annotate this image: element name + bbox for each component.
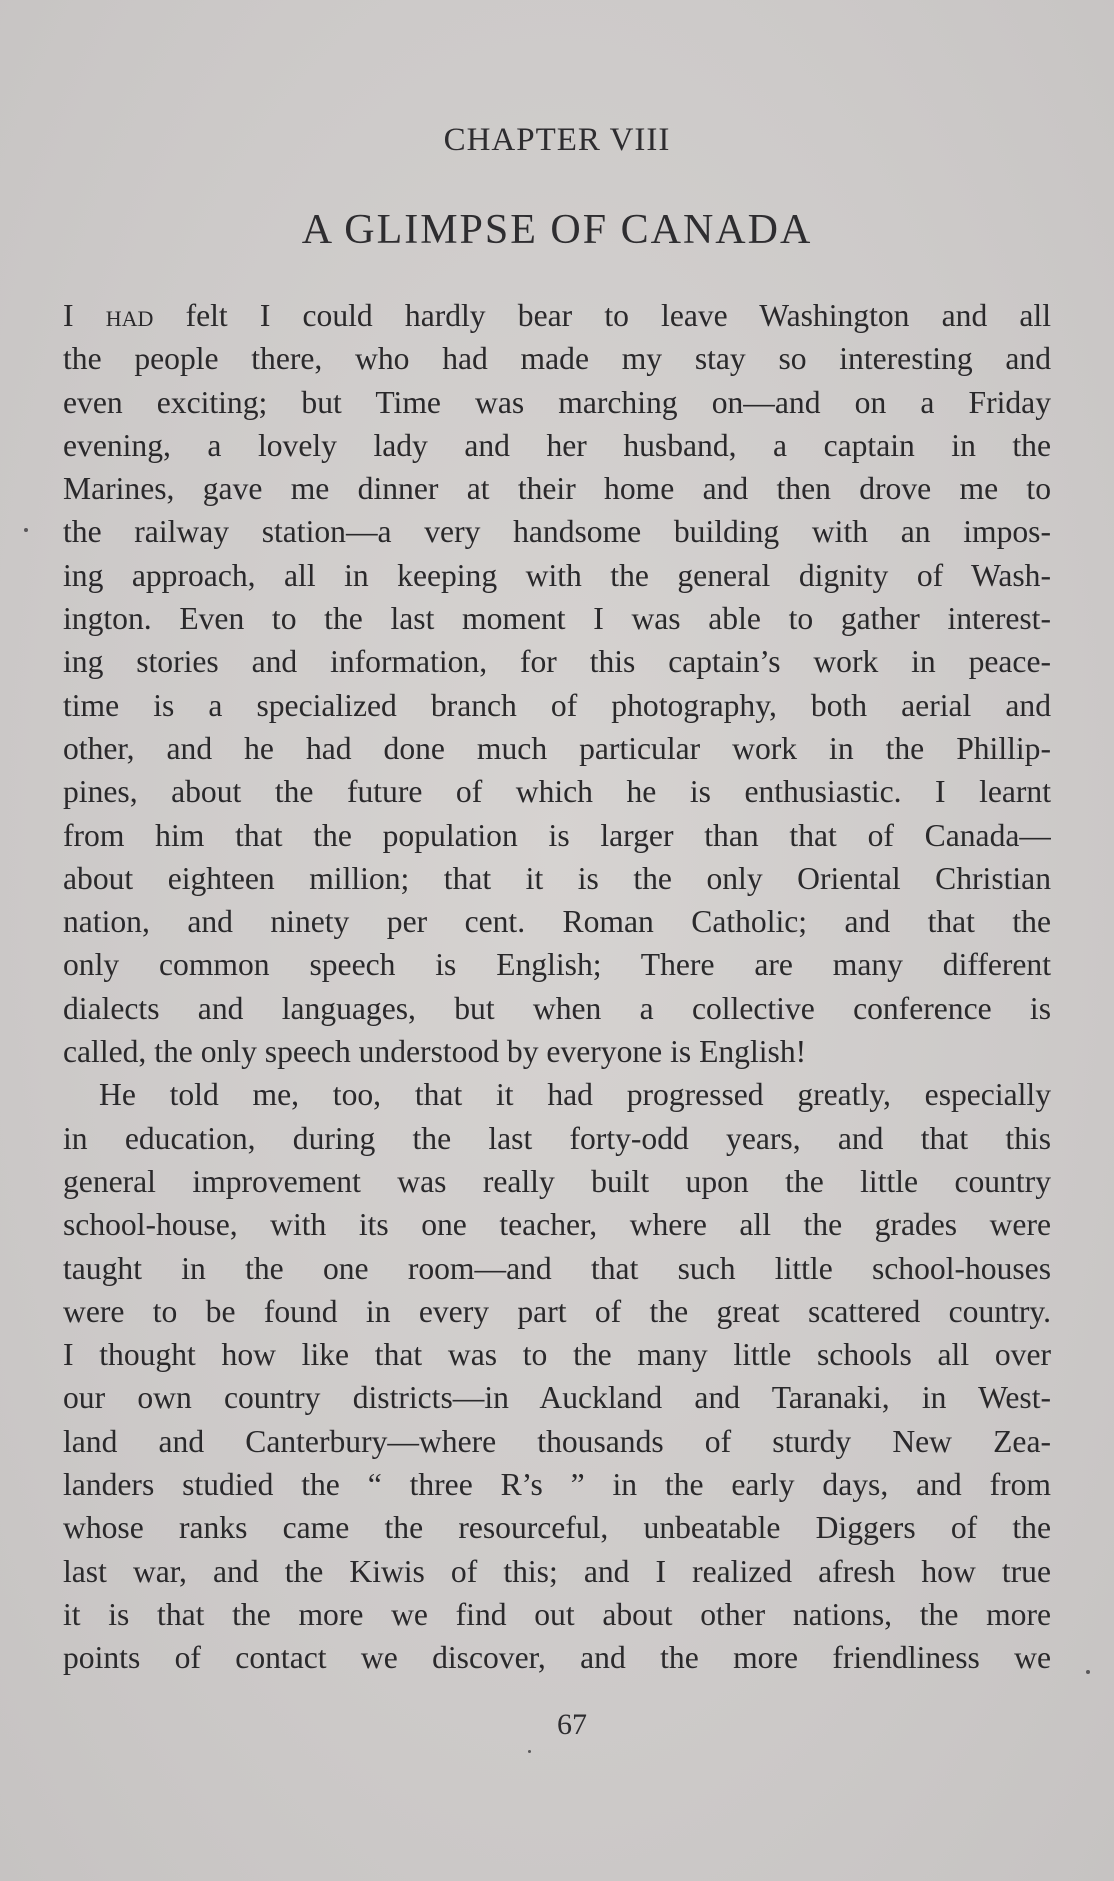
text-line: land and Canterbury—where thousands of sturdy New Zea- (63, 1423, 1051, 1459)
text-line: it is that the more we find out about other nations, the more (63, 1596, 1051, 1632)
text-line: nation, and ninety per cent. Roman Catholic; and that the (63, 904, 1051, 940)
text-line: ing approach, all in keeping with the general dignity of Wash- (63, 557, 1051, 593)
paper-speck (1086, 1670, 1090, 1674)
text-line: I had felt I could hardly bear to leave Washington and all (63, 298, 1051, 333)
text-line: pines, about the future of which he is enthusiastic. I learnt (63, 774, 1051, 810)
body-text (63, 294, 1051, 1680)
text-line: even exciting; but Time was marching on—and on a Friday (63, 384, 1051, 420)
text-line: evening, a lovely lady and her husband, a captain in the (63, 427, 1051, 463)
text-line: the people there, who had made my stay so interesting and (63, 341, 1051, 377)
chapter-title: A GLIMPSE OF CANADA (301, 207, 813, 253)
text-line: He told me, too, that it had progressed greatly, especially (99, 1077, 1051, 1113)
text-line: ing stories and information, for this captain’s work in peace- (63, 644, 1051, 680)
text-line: last war, and the Kiwis of this; and I realized afresh how true (63, 1553, 1051, 1589)
text-line: time is a specialized branch of photography, both aerial and (63, 687, 1051, 723)
text-line: general improvement was really built upon the little country (63, 1163, 1051, 1199)
text-line: whose ranks came the resourceful, unbeatable Diggers of the (63, 1510, 1051, 1546)
text-line: dialects and languages, but when a collective conference is (63, 990, 1051, 1026)
drop-word: I (63, 298, 74, 333)
paper-speck (528, 1750, 531, 1753)
text-line: landers studied the “ three R’s ” in the early days, and from (63, 1467, 1051, 1503)
text-line: in education, during the last forty-odd years, and that this (63, 1120, 1051, 1156)
text-line: school-house, with its one teacher, where all the grades were (63, 1207, 1051, 1243)
text-line: I thought how like that was to the many little schools all over (63, 1337, 1051, 1373)
page-number: 67 (557, 1708, 587, 1741)
text-line: points of contact we discover, and the more friendliness we (63, 1640, 1051, 1676)
small-caps-word: had (105, 298, 154, 333)
text-line: from him that the population is larger than that of Canada— (63, 817, 1051, 853)
text-line: ington. Even to the last moment I was able to gather interest- (63, 601, 1051, 637)
text-line: our own country districts—in Auckland and Taranaki, in West- (63, 1380, 1051, 1416)
text-line: Marines, gave me dinner at their home and then drove me to (63, 471, 1051, 507)
text-line: the railway station—a very handsome building with an impos- (63, 514, 1051, 550)
chapter-number: CHAPTER VIII (443, 122, 671, 158)
paper-speck (24, 528, 28, 532)
text-line: taught in the one room—and that such little school-houses (63, 1250, 1051, 1286)
text-line: other, and he had done much particular work in the Phillip- (63, 730, 1051, 766)
text-line: called, the only speech understood by everyone is English! (63, 1034, 807, 1070)
text-line: were to be found in every part of the great scattered country. (63, 1293, 1051, 1329)
text-line: about eighteen million; that it is the only Oriental Christian (63, 860, 1051, 896)
text-line: only common speech is English; There are many different (63, 947, 1051, 983)
